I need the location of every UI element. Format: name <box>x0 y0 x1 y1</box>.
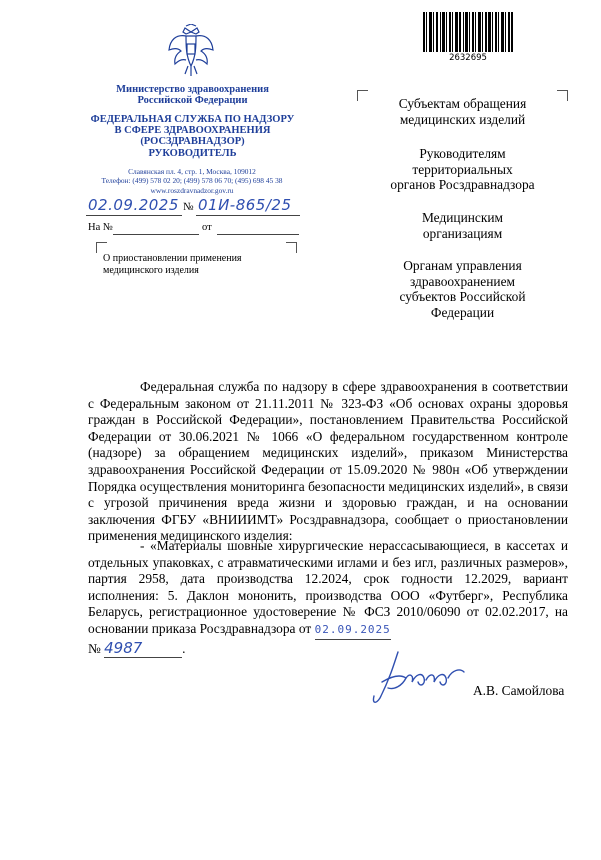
recipient-group <box>360 96 565 127</box>
coat-of-arms-emblem <box>166 24 216 80</box>
website: www.roszdravnadzor.gov.ru <box>150 185 234 195</box>
subject-corner-right <box>286 242 297 253</box>
recipient-line: медицинских изделий <box>399 111 526 127</box>
ref-from-label: от <box>202 222 212 233</box>
ref-number-line <box>113 234 199 235</box>
ministry-name <box>90 84 295 106</box>
subject-line: О приостановлении применения <box>103 253 242 264</box>
subject <box>103 253 242 276</box>
ministry-line: Министерство здравоохранения <box>116 84 269 95</box>
recipient-line: Руководителям <box>419 146 506 161</box>
head-title: РУКОВОДИТЕЛЬ <box>148 148 237 159</box>
subject-corner-left <box>96 242 107 253</box>
service-line: (РОСЗДРАВНАДЗОР) <box>140 136 245 147</box>
order-date: 02.09.2025 <box>314 622 391 636</box>
outgoing-no-label: № <box>183 201 194 213</box>
recipient-line: организациям <box>422 225 503 241</box>
item-text: - «Материалы шовные хирургические нерассасывающиеся, в кассетах и отдельных упаковках, с атравматическими иглами и без игл, различных размеров», партия 2958, дата производства 12.2024, срок годности 12.2029, вариант исполнения: 5. Даклон мононить, производства ООО «Футберг», Республика Беларусь, регистрационное удостоверение № ФСЗ 2010/06090 от 02.02.2017, на основании приказа Росздравнадзора от <box>88 538 568 636</box>
recipient-line: Субъектам обращения <box>398 96 527 111</box>
service-line: ФЕДЕРАЛЬНАЯ СЛУЖБА ПО НАДЗОРУ <box>90 114 295 125</box>
ministry-line: Российской Федерации <box>137 95 248 106</box>
outgoing-date: 02.09.2025 <box>88 196 179 214</box>
outgoing-date-underline <box>86 215 182 216</box>
barcode-number: 2632695 <box>449 53 487 63</box>
recipient-line: здравоохранением <box>410 273 515 289</box>
recipient-line: субъектов Российской <box>399 289 526 304</box>
order-number-field <box>104 640 182 659</box>
ref-date-line <box>217 234 299 235</box>
subject-line: медицинского изделия <box>103 264 199 276</box>
order-number: 4987 <box>104 638 143 657</box>
outgoing-number-underline <box>196 215 300 216</box>
recipient-group <box>360 210 565 241</box>
body-paragraph: Федеральная служба по надзору в сфере здравоохранения в соответствии с Федеральным законом от 21.11.2011 № 323-ФЗ «Об основах охраны здоровья граждан в Российской Федерации», постановлением Правительства Российской Федерации от 30.06.2021 № 1066 «О федеральном государственном контроле (надзоре) за обращением медицинских изделий», приказом Министерства здравоохранения Российской Федерации от 15.09.2020 № 980н «Об утверждении Порядка осуществления мониторинга безопасности медицинских изделий», в связи с угрозой причинения вреда жизни и здоровью граждан, и на основании заключения ФГБУ «ВНИИИМТ» Росздравнадзора, сообщает о приостановлении применения медицинского изделия: <box>88 379 568 544</box>
recipient-group <box>360 258 565 320</box>
recipient-line: органов Росздравнадзора <box>390 177 535 192</box>
contacts <box>76 167 308 195</box>
recipient-line: Органам управления <box>403 258 522 273</box>
recipient-line: территориальных <box>412 161 513 177</box>
recipient-line: Федерации <box>430 304 495 320</box>
outgoing-number: 01И-865/25 <box>198 196 292 214</box>
body-item: - «Материалы шовные хирургические нерассасывающиеся, в кассетах и отдельных упаковках, с атравматическими иглами и без игл, различных размеров», партия 2958, дата производства 12.2024, срок годности 12.2029, вариант исполнения: 5. Даклон мононить, производства ООО «Футберг», Республика Беларусь, регистрационное удостоверение № ФСЗ 2010/06090 от 02.02.2017, на основании приказа Росздравнадзора от 02.09.2025 № 4987 . <box>88 538 568 657</box>
phones: Телефон: (499) 578 02 20; (499) 578 06 70; (495) 698 45 38 <box>101 176 283 186</box>
ref-label: На № <box>88 222 113 233</box>
signatory-name: А.В. Самойлова <box>473 683 565 698</box>
service-name <box>80 114 305 147</box>
handwritten-signature <box>368 648 468 708</box>
order-no-label: № <box>88 640 101 656</box>
barcode <box>423 12 513 52</box>
recipient-group <box>360 146 565 193</box>
recipient-line: Медицинским <box>421 210 504 225</box>
address: Славянская пл. 4, стр. 1, Москва, 109012 <box>128 167 256 176</box>
service-line: В СФЕРЕ ЗДРАВООХРАНЕНИЯ <box>114 125 271 136</box>
order-date-stamp <box>315 622 391 640</box>
